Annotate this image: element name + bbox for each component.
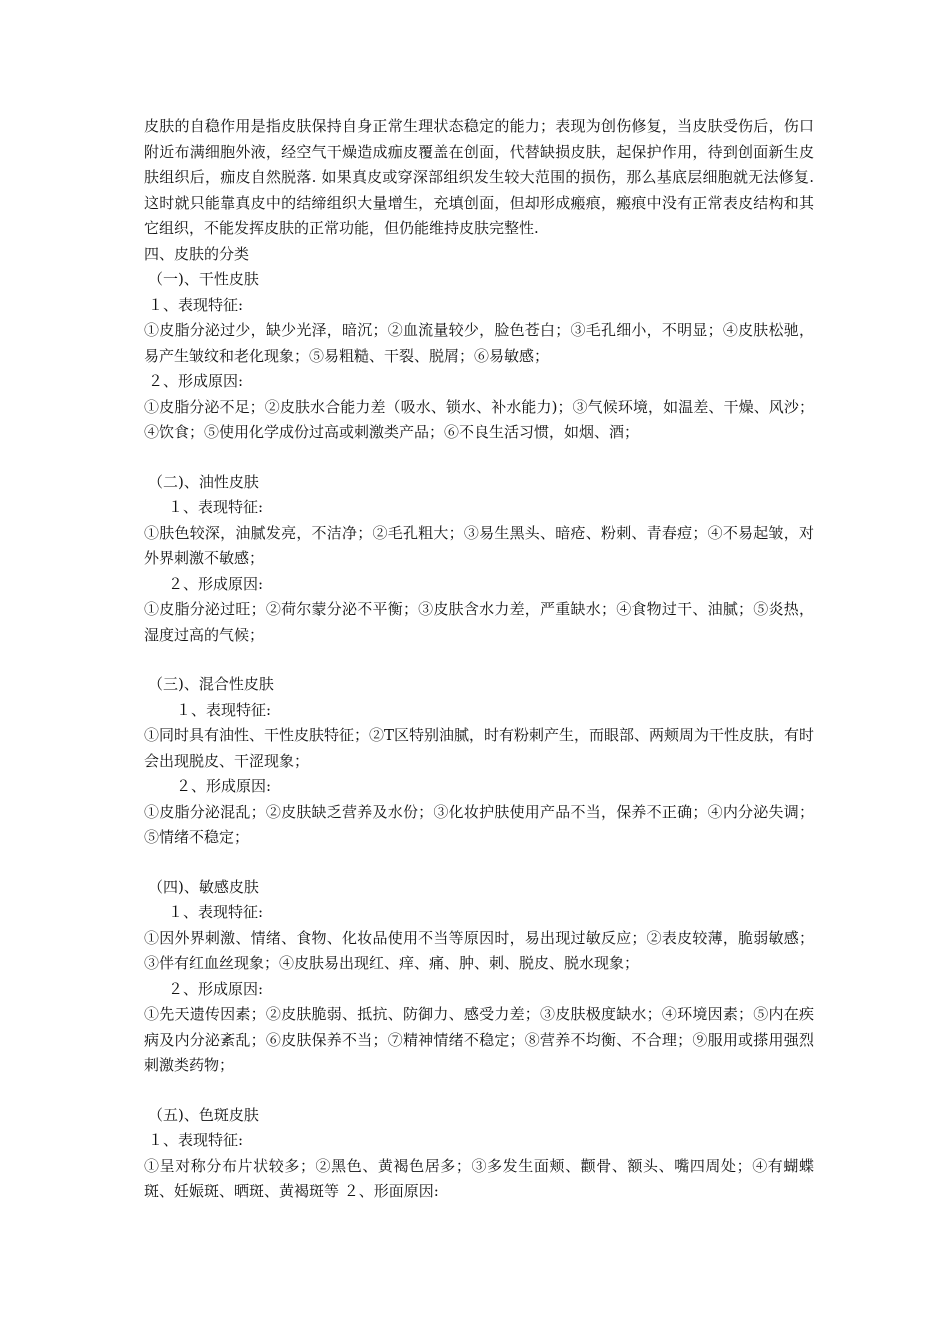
sensitive-causes: ①先天遗传因素；②皮肤脆弱、抵抗、防御力、感受力差；③皮肤极度缺水；④环境因素；⑤内在疾病及内分泌紊乱；⑥皮肤保养不当；⑦精神情绪不稳定；⑧营养不均衡、不合理；⑨服用或搽用强烈刺激类药物； — [144, 1005, 814, 1074]
intro-paragraph: 皮肤的自稳作用是指皮肤保持自身正常生理状态稳定的能力；表现为创伤修复，当皮肤受伤后，伤口附近布满细胞外液，经空气干燥造成痂皮覆盖在创面，代替缺损皮肤，起保护作用，待到创面新生皮肤组织后，痂皮自然脱落. 如果真皮或穿深部组织发生较大范围的损伤，那么基底层细胞就无法修复. 这时就只能靠真皮中的结缔组织大量增生，充填创面，但却形成瘢痕，瘢痕中没有正常表皮结构和其它组织，不能发挥皮肤的正常功能，但仍能维持皮肤完整性. — [144, 117, 814, 237]
dry-features: ①皮脂分泌过少，缺少光泽，暗沉；②血流量较少，脸色苍白；③毛孔细小，不明显；④皮肤松驰，易产生皱纹和老化现象；⑤易粗糙、干裂、脱屑；⑥易敏感； — [144, 321, 814, 365]
oily-feature-label: １、表现特征: — [168, 498, 264, 516]
oily-features: ①肤色较深，油腻发亮，不洁净；②毛孔粗大；③易生黑头、暗疮、粉刺、青春痘；④不易起皱，对外界刺激不敏感； — [144, 523, 814, 567]
spacer — [144, 446, 814, 470]
dry-cause-label: ２、形成原因: — [148, 372, 244, 390]
combination-causes: ①皮脂分泌混乱；②皮肤缺乏营养及水份；③化妆护肤使用产品不当，保养不正确；④内分泌失调；⑤情绪不稳定； — [144, 802, 814, 846]
dry-skin-heading: （一)、干性皮肤 — [148, 270, 259, 288]
spacer — [144, 648, 814, 672]
section-title: 四、皮肤的分类 — [144, 244, 250, 263]
dry-causes: ①皮脂分泌不足；②皮肤水合能力差（吸水、锁水、补水能力)；③气候环境，如温差、干燥、风沙；④饮食；⑤使用化学成份过高或刺激类产品；⑥不良生活习惯，如烟、酒； — [144, 397, 814, 441]
dry-feature-label: １、表现特征: — [148, 295, 244, 314]
combination-cause-label: ２、形成原因: — [176, 777, 272, 795]
pigmented-feature-label: １、表现特征: — [148, 1131, 244, 1149]
document-page — [144, 114, 814, 1205]
sensitive-cause-label: ２、形成原因: — [168, 979, 264, 998]
sensitive-features: ①因外界刺激、情绪、食物、化妆品使用不当等原因时，易出现过敏反应；②表皮较薄，脆弱敏感；③伴有红血丝现象；④皮肤易出现红、痒、痛、肿、刺、脱皮、脱水现象； — [144, 928, 814, 972]
spacer — [144, 1079, 814, 1103]
pigmented-skin-heading: （五)、色斑皮肤 — [148, 1105, 259, 1124]
spacer — [144, 851, 814, 875]
sensitive-feature-label: １、表现特征: — [168, 903, 264, 921]
combination-features: ①同时具有油性、干性皮肤特征；②T区特别油腻，时有粉刺产生，而眼部、两颊周为干性皮肤，有时会出现脱皮、干涩现象； — [144, 726, 815, 770]
oily-causes: ①皮脂分泌过旺；②荷尔蒙分泌不平衡；③皮肤含水力差，严重缺水；④食物过干、油腻；⑤炎热，湿度过高的气候； — [144, 600, 814, 644]
oily-cause-label: ２、形成原因: — [168, 574, 264, 593]
sensitive-skin-heading: （四)、敏感皮肤 — [148, 877, 259, 896]
oily-skin-heading: （二)、油性皮肤 — [148, 472, 259, 491]
combination-feature-label: １、表现特征: — [176, 700, 272, 719]
pigmented-features: ①呈对称分布片状较多；②黑色、黄褐色居多；③多发生面颊、颧骨、额头、嘴四周处；④有蝴蝶斑、妊娠斑、晒斑、黄褐斑等 ２、形面原因: — [144, 1156, 814, 1200]
combination-skin-heading: （三)、混合性皮肤 — [148, 675, 274, 693]
